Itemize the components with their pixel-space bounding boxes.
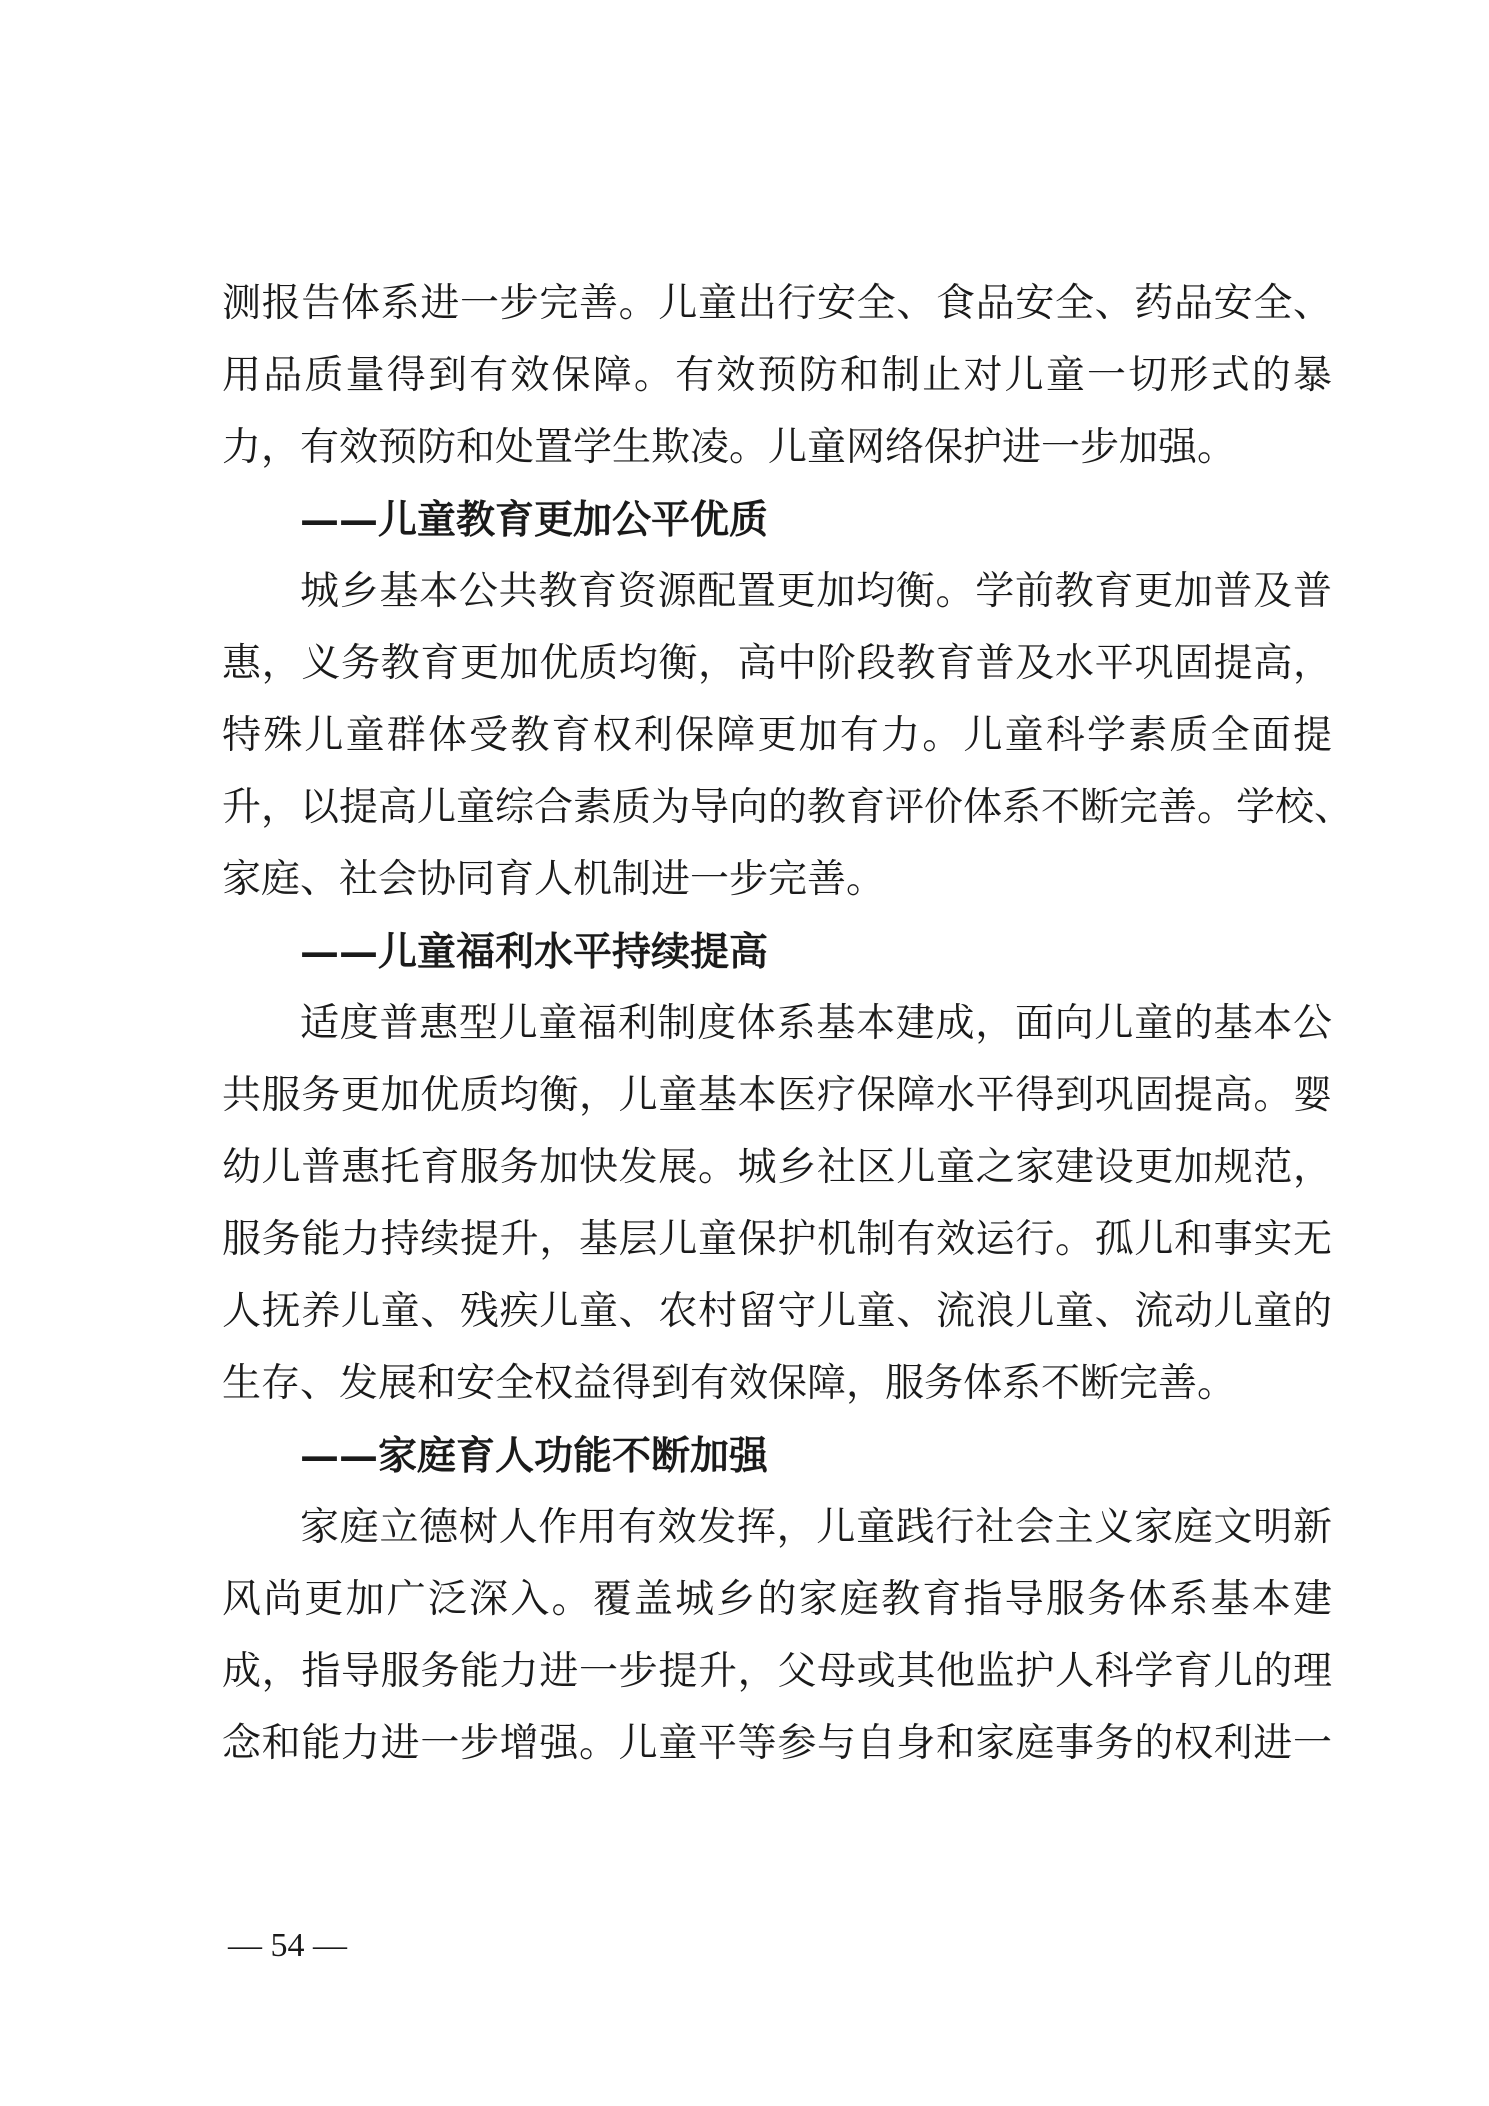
text-line: 幼儿普惠托育服务加快发展。城乡社区儿童之家建设更加规范， bbox=[222, 1145, 1332, 1190]
text-line: 成，指导服务能力进一步提升，父母或其他监护人科学育儿的理 bbox=[222, 1649, 1332, 1694]
text-line: 测报告体系进一步完善。儿童出行安全、食品安全、药品安全、 bbox=[222, 281, 1332, 326]
paragraph bbox=[222, 268, 1332, 484]
text-line: 服务能力持续提升，基层儿童保护机制有效运行。孤儿和事实无 bbox=[222, 1217, 1332, 1262]
text-line: 城乡基本公共教育资源配置更加均衡。学前教育更加普及普 bbox=[300, 569, 1332, 614]
text-line: 念和能力进一步增强。儿童平等参与自身和家庭事务的权利进一 bbox=[222, 1721, 1332, 1766]
text-line: 生存、发展和安全权益得到有效保障，服务体系不断完善。 bbox=[222, 1361, 1237, 1406]
text-line: 力，有效预防和处置学生欺凌。儿童网络保护进一步加强。 bbox=[222, 425, 1237, 470]
text-line: 特殊儿童群体受教育权利保障更加有力。儿童科学素质全面提 bbox=[222, 713, 1332, 758]
text-line: 适度普惠型儿童福利制度体系基本建成，面向儿童的基本公 bbox=[300, 1001, 1332, 1046]
text-line: 风尚更加广泛深入。覆盖城乡的家庭教育指导服务体系基本建 bbox=[222, 1577, 1332, 1622]
section-heading: ——儿童教育更加公平优质 bbox=[300, 497, 769, 543]
document-body bbox=[222, 268, 1354, 1780]
section-heading: ——家庭育人功能不断加强 bbox=[300, 1433, 769, 1479]
text-line: 用品质量得到有效保障。有效预防和制止对儿童一切形式的暴 bbox=[222, 353, 1332, 398]
text-line: 升，以提高儿童综合素质为导向的教育评价体系不断完善。学校、 bbox=[222, 785, 1354, 830]
text-line: 家庭立德树人作用有效发挥，儿童践行社会主义家庭文明新 bbox=[300, 1505, 1332, 1550]
text-line: 家庭、社会协同育人机制进一步完善。 bbox=[222, 857, 886, 902]
section-heading: ——儿童福利水平持续提高 bbox=[300, 929, 769, 975]
text-line: 惠，义务教育更加优质均衡，高中阶段教育普及水平巩固提高， bbox=[222, 641, 1332, 686]
text-line: 共服务更加优质均衡，儿童基本医疗保障水平得到巩固提高。婴 bbox=[222, 1073, 1332, 1118]
paragraph bbox=[222, 988, 1332, 1420]
paragraph bbox=[222, 556, 1354, 916]
text-line: 人抚养儿童、残疾儿童、农村留守儿童、流浪儿童、流动儿童的 bbox=[222, 1289, 1332, 1334]
page-number: — 54 — bbox=[228, 1927, 347, 1964]
paragraph bbox=[222, 1492, 1332, 1780]
